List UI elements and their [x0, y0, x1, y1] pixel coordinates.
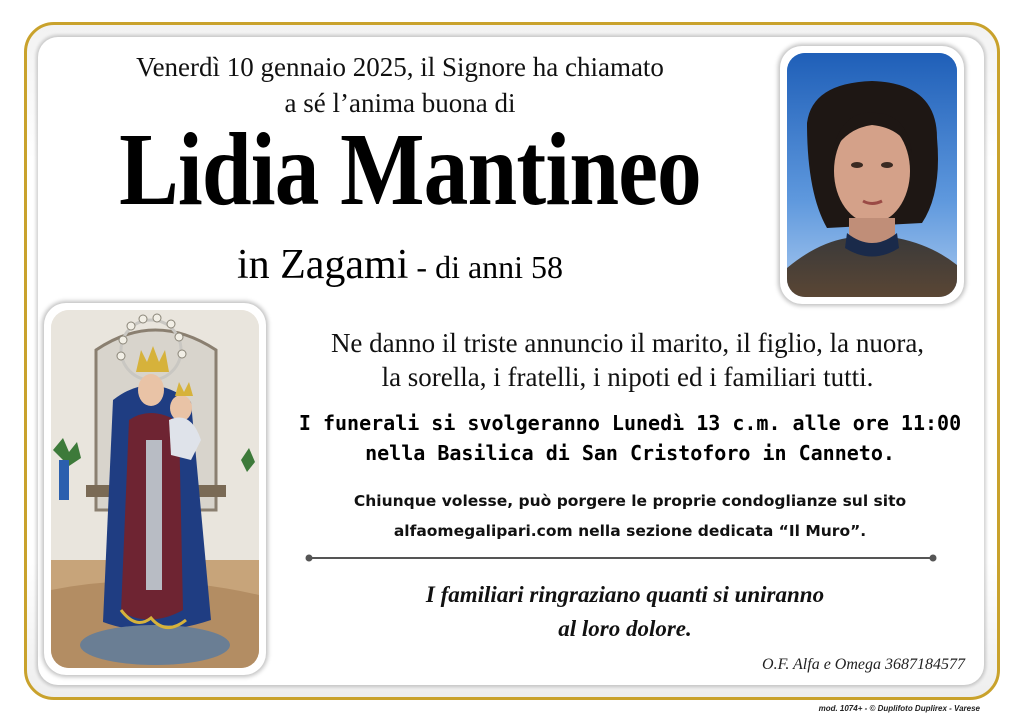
divider-line: [305, 554, 937, 562]
funeral-line-1: I funerali si svolgeranno Lunedì 13 c.m. alle ore 11:00: [298, 411, 962, 435]
madonna-photo-frame: [44, 303, 266, 675]
thanks-text: [300, 578, 950, 646]
portrait-photo: [787, 53, 957, 297]
intro-line-2: a sé l’anima buona di: [284, 88, 516, 118]
deceased-name: Lidia Mantineo: [119, 112, 701, 227]
condolence-line-1: Chiunque volesse, può porgere le proprie condoglianze sul sito: [353, 492, 907, 510]
married-name: in Zagami: [236, 242, 409, 288]
portrait-photo-frame: [780, 46, 964, 304]
announcement-line-1: Ne danno il triste annuncio il marito, il figlio, la nuora,: [330, 328, 925, 358]
funeral-line-2: nella Basilica di San Cristoforo in Canneto.: [365, 441, 895, 465]
agency-signature: O.F. Alfa e Omega 3687184577: [762, 656, 965, 673]
thanks-line-1: I familiari ringraziano quanti si uniranno: [425, 582, 825, 607]
thanks-line-2: al loro dolore.: [558, 616, 692, 641]
condolence-line-2: alfaomegalipari.com nella sezione dedicata “Il Muro”.: [393, 522, 867, 540]
age-text: - di anni 58: [408, 249, 564, 285]
intro-line-1: Venerdì 10 gennaio 2025, il Signore ha chiamato: [136, 52, 664, 82]
portrait-illustration: [787, 53, 957, 297]
condolence-info: [285, 486, 975, 546]
funeral-info: [285, 408, 975, 468]
madonna-statue-photo: [51, 310, 259, 668]
madonna-illustration: [51, 310, 259, 668]
announcement-text: [280, 326, 975, 394]
married-name-line: [60, 244, 740, 286]
footer-credit: mod. 1074+ - © Duplifoto Duplirex - Varese: [818, 704, 980, 713]
announcement-line-2: la sorella, i fratelli, i nipoti ed i familiari tutti.: [381, 362, 874, 392]
